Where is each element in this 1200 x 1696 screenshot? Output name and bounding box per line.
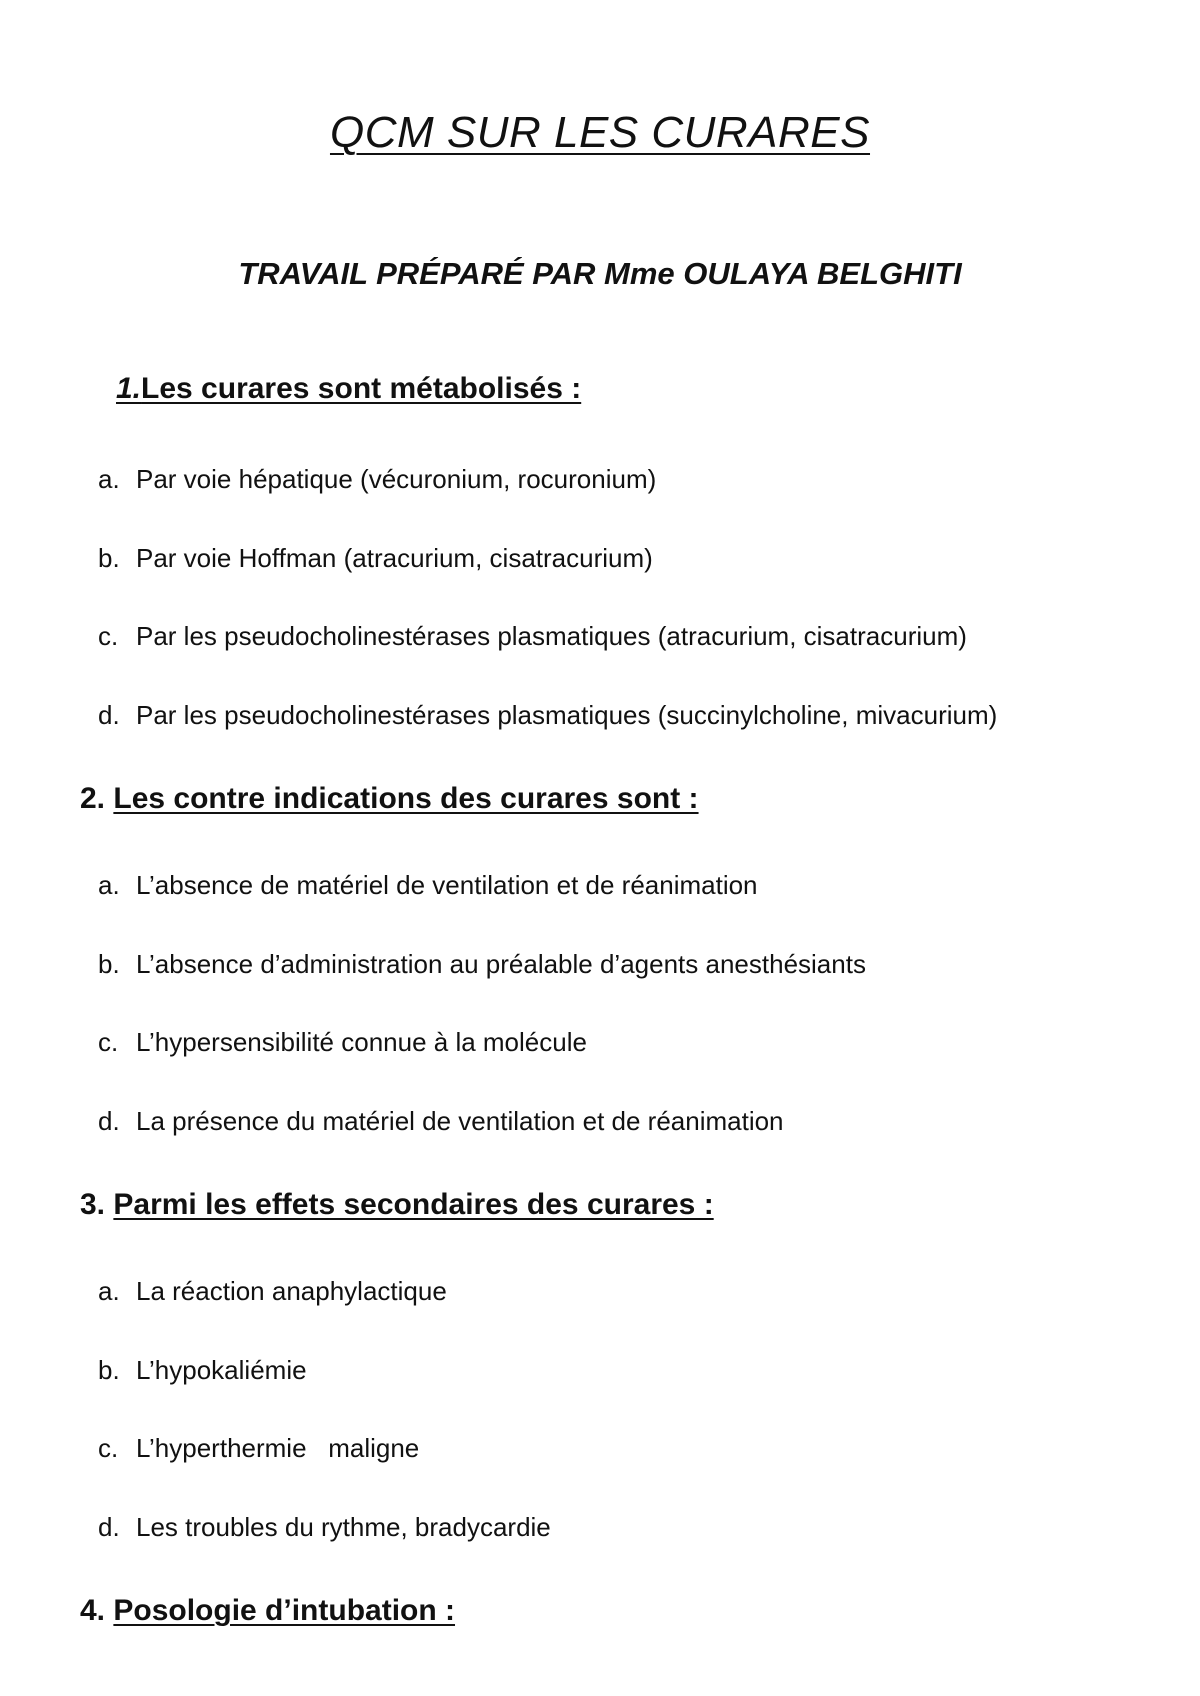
option-letter: a.: [98, 870, 120, 900]
question-3-option-c: [98, 1433, 419, 1464]
option-text: Par voie hépatique (vécuronium, rocuronium): [136, 464, 657, 494]
option-text: Par les pseudocholinestérases plasmatiques (succinylcholine, mivacurium): [136, 700, 998, 730]
question-1-text: Les curares sont métabolisés :: [141, 372, 582, 405]
option-letter: c.: [98, 1433, 119, 1463]
option-letter: b.: [98, 543, 120, 573]
question-1-option-c: [98, 621, 967, 652]
option-text: Par les pseudocholinestérases plasmatiques (atracurium, cisatracurium): [136, 621, 967, 651]
option-letter: d.: [98, 700, 120, 730]
option-text: La réaction anaphylactique: [136, 1276, 447, 1306]
question-3-option-b: [98, 1355, 307, 1386]
question-2-option-a: [98, 870, 758, 901]
option-text: Les troubles du rythme, bradycardie: [136, 1512, 551, 1542]
option-text: La présence du matériel de ventilation et de réanimation: [136, 1106, 784, 1136]
document-subtitle: TRAVAIL PRÉPARÉ PAR Mme OULAYA BELGHITI: [238, 256, 962, 291]
question-2-option-d: [98, 1106, 784, 1137]
option-text: Par voie Hoffman (atracurium, cisatracurium): [136, 543, 653, 573]
question-3-option-d: [98, 1512, 551, 1543]
option-letter: d.: [98, 1106, 120, 1136]
question-3-number: 3.: [80, 1188, 106, 1221]
question-4-heading: [80, 1594, 455, 1628]
question-2-option-b: [98, 949, 866, 980]
option-letter: a.: [98, 1276, 120, 1306]
question-1-option-d: [98, 700, 997, 731]
question-2-text: Les contre indications des curares sont :: [113, 782, 699, 815]
question-1-number: 1.: [116, 372, 142, 405]
question-4-text: Posologie d’intubation :: [113, 1594, 456, 1627]
question-3-text: Parmi les effets secondaires des curares :: [113, 1188, 714, 1221]
question-1-option-a: [98, 464, 656, 495]
option-text: L’absence de matériel de ventilation et de réanimation: [136, 870, 758, 900]
option-letter: b.: [98, 1355, 120, 1385]
document-title: QCM SUR LES CURARES: [329, 108, 871, 157]
question-4-number: 4.: [80, 1594, 106, 1627]
option-text: L’hyperthermie maligne: [136, 1433, 420, 1463]
option-text: L’hypokaliémie: [136, 1355, 307, 1385]
question-2-option-c: [98, 1027, 587, 1058]
question-2-number: 2.: [80, 782, 106, 815]
option-text: L’hypersensibilité connue à la molécule: [136, 1027, 587, 1057]
question-2-heading: [80, 782, 699, 816]
question-3-heading: [80, 1188, 714, 1222]
option-letter: c.: [98, 1027, 119, 1057]
question-1-heading: [116, 372, 581, 406]
option-letter: c.: [98, 621, 119, 651]
question-1-option-b: [98, 543, 653, 574]
question-3-option-a: [98, 1276, 447, 1307]
option-text: L’absence d’administration au préalable d’agents anesthésiants: [136, 949, 866, 979]
option-letter: a.: [98, 464, 120, 494]
option-letter: d.: [98, 1512, 120, 1542]
option-letter: b.: [98, 949, 120, 979]
